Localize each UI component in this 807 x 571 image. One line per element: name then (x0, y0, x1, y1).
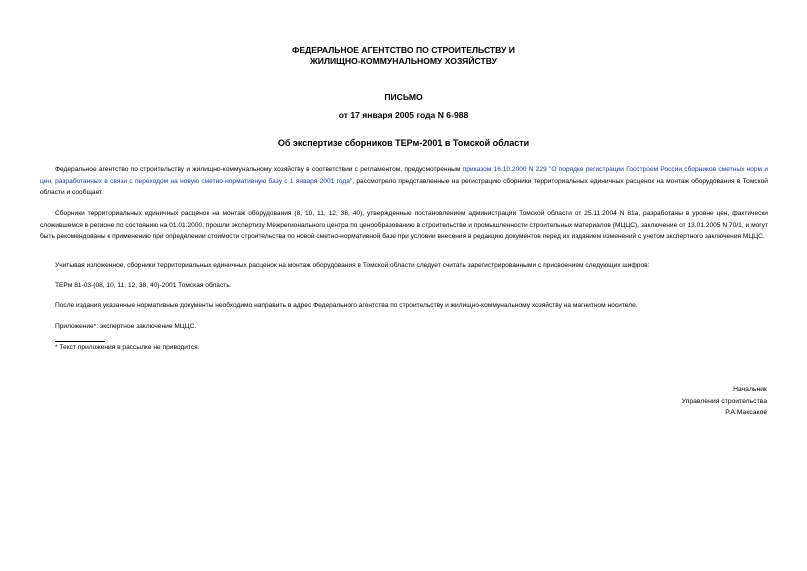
footnote: * Текст приложения в рассылке не приводится. (55, 344, 200, 351)
agency-name (0, 45, 807, 67)
paragraph-1-text-start: Федеральное агентство по строительству и жилищно-коммунальному хозяйству в соответствии с регламентом, предусмотренным (55, 166, 463, 173)
agency-line-2: ЖИЛИЩНО-КОММУНАЛЬНОМУ ХОЗЯЙСТВУ (310, 56, 497, 66)
signature-title: Начальник (733, 386, 767, 393)
document-type: ПИСЬМО (384, 92, 423, 102)
paragraph-1-text-end: , рассмотрело представленные на регистрацию сборники территориальных единичных расценок на монтаж оборудования в Томской области и сообщает. (40, 177, 768, 196)
document-date: от 17 января 2005 года N 6-988 (338, 110, 469, 120)
footnote-divider (55, 341, 105, 342)
agency-line-1: ФЕДЕРАЛЬНОЕ АГЕНТСТВО ПО СТРОИТЕЛЬСТВУ И (292, 45, 515, 55)
signature-department: Управления строительства (681, 397, 767, 405)
signature-name: Р.А.Максаков (725, 409, 767, 416)
order-link[interactable]: приказом 16.10.2000 N 229 "О порядке регистрации Госстроем России сборников сметных норм и цен, разработанных в связи с переходом на новую сметно-нормативную базу с 1 января 2001 года" (40, 166, 768, 185)
paragraph-6: Приложение*: экспертное заключение МЦЦС. (55, 323, 197, 330)
paragraph-5: После издания указанные нормативные документы необходимо направить в адрес Федерального агентства по строительству и жилищно-коммунальному хозяйству на магнитном носителе. (55, 302, 638, 309)
paragraph-4: ТЕРм 81-03-(08, 10, 11, 12, 38, 40)-2001 Томская область. (55, 282, 232, 289)
paragraph-2: Сборники территориальных единичных расценок на монтаж оборудования (8, 10, 11, 12, 38, 40), утвержденные постановлением администрации Томской области от 25.11.2004 N 81а, разработаны в уровне цен, фактически сложившемся в регионе по состоянию на 01.01.2000, прошли экспертизу Межрегионального центра по ценообразованию в строительстве и промышленности строительных материалов (МЦЦС), заключение от 13.01.2005 N 70/1, и могут быть рекомендованы к применению при определении стоимости строительства по новой сметно-нормативной базе при условии внесения в редакцию документов перед их изданием изменений с учетом экспертного заключения МЦЦС. (40, 210, 768, 240)
paragraph-1 (40, 164, 768, 199)
document-subject: Об экспертизе сборников ТЕРм-2001 в Томской области (277, 138, 530, 148)
paragraph-3: Учитывая изложенное, сборники территориальных единичных расценок на монтаж оборудования в Томской области следует считать зарегистрированными с присвоением следующих шифров: (55, 262, 650, 269)
signature-block (682, 384, 767, 419)
